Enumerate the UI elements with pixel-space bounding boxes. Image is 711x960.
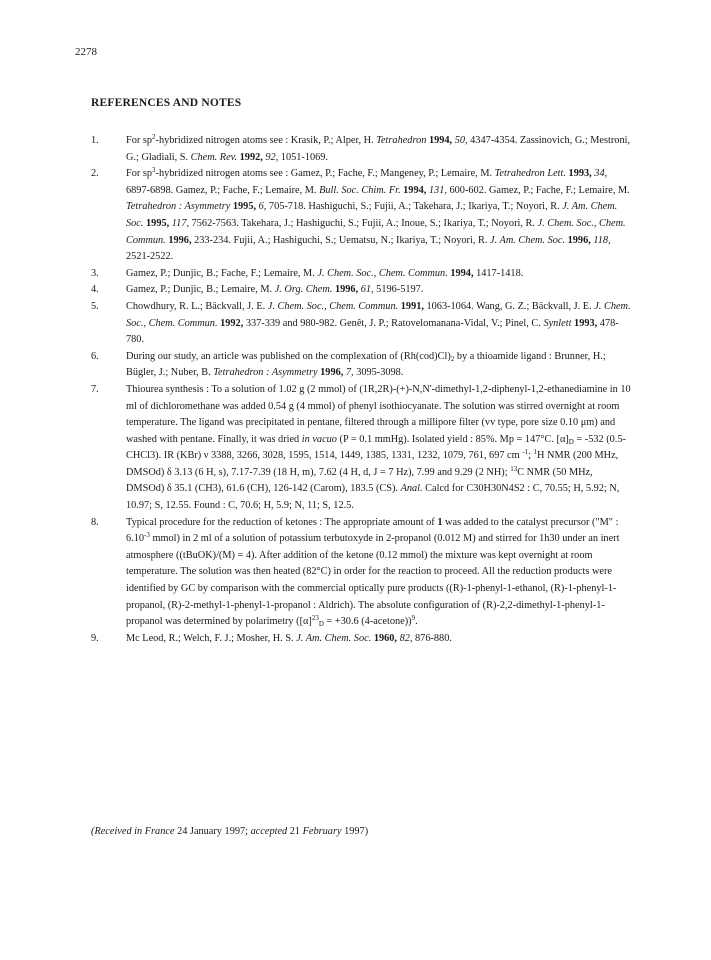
reference-number: 2. (91, 168, 99, 180)
paren-open: ( (91, 826, 95, 837)
reference-number: 7. (91, 383, 99, 395)
reference-text: For $sp^3$-hybridized nitrogen atoms see : Gamez, P.; Fache, F.; Mangeney, P.; Lemaire, M. Tetrahedron Lett. 1993, 34, 6897-6898. Gamez, P.; Fache, F.; Lemaire, M. Bull. Soc. Chim. Fr. 1994, 131, 600-602. Gamez, P.; Fache, F.; Lemaire, M. Tetrahedron : Asymmetry 1995, 6, 705-718. Hashiguchi, S.; Fujii, A.; Takehara, J.; Ikariya, T.; Noyori, R. J. Am. Chem. Soc. 1995, 117, 7562-7563. Takehara, J.; Hashiguchi, S.; Fujii, A.; Inoue, S.; Ikariya, T.; Noyori, R. J. Chem. Soc., Chem. Commun. 1996, 233-234. Fujii, A.; Hashiguchi, S.; Uematsu, N.; Ikariya, T.; Noyori, R. J. Am. Chem. Soc. 1996, 118, 2521-2522. (126, 166, 630, 263)
reference-item (91, 166, 631, 266)
reference-item (91, 282, 631, 299)
received-label: Received in France (94, 826, 175, 837)
reference-number: 9. (91, 632, 99, 644)
reference-number: 3. (91, 267, 99, 279)
accepted-year: 1997) (344, 826, 369, 837)
reference-text: During our study, an article was published on the complexation of $(Rh(cod)Cl)_2$ by a thioamide ligand : Brunner, H.; Bügler, J.; Nuber, B. Tetrahedron : Asymmetry 1996, 7, 3095-3098. (126, 350, 606, 379)
reference-item (91, 382, 631, 515)
reference-number: 4. (91, 284, 99, 296)
reference-number: 5. (91, 300, 99, 312)
reference-item (91, 266, 631, 283)
received-date: 24 January (177, 826, 222, 837)
page-number: 2278 (75, 46, 97, 58)
received-year: 1997; (224, 826, 249, 837)
reference-item (91, 349, 631, 382)
reference-item (91, 631, 631, 648)
reference-text: Gamez, P.; Dunjic, B.; Fache, F.; Lemaire, M. J. Chem. Soc., Chem. Commun. 1994, 1417-1418. (126, 267, 524, 279)
accepted-label: accepted (250, 826, 288, 837)
reference-item (91, 515, 631, 631)
reference-text: Typical procedure for the reduction of ketones : The appropriate amount of 1 was added to the catalyst precursor ("M" : $6.10^{-3}$ mmol) in 2 ml of a solution of potassium terbutoxyde in 2-propanol (0.012 M) and stirred for 1h30 under an inert atmosphere ((tBuOK)/(M) = 4). After addition of the ketone (0.12 mmol) the mixture was kept overnight at room temperature. The solution was then heated (82°C) in order for the reaction to proceed. All the reduction products were identified by GC by comparison with the commercial optically pure products ((R)-1-phenyl-1-ethanol, (R)-1-phenyl-1-propanol, (R)-2-methyl-1-phenyl-1-propanol : Aldrich). The absolute configuration of (R)-2,2-dimethyl-1-phenyl-1-propanol was determined by polarimetry ($[\alpha]^{23}_D = +30.6$ (4-acetone))$^9$. (126, 516, 620, 629)
reference-text: Chowdhury, R. L.; Bäckvall, J. E. J. Chem. Soc., Chem. Commun. 1991, 1063-1064. Wang, G. Z.; Bäckvall, J. E. J. Chem. Soc., Chem. Commun. 1992, 337-339 and 980-982. Genêt, J. P.; Ratovelomanana-Vidal, V.; Pinel, C. Synlett 1993, 478-780. (126, 300, 631, 346)
reference-item (91, 133, 631, 166)
reference-item (91, 299, 631, 349)
reference-number: 1. (91, 135, 99, 146)
accepted-day: 21 (289, 826, 301, 837)
reference-text: Mc Leod, R.; Welch, F. J.; Mosher, H. S. J. Am. Chem. Soc. 1960, 82, 876-880. (126, 632, 452, 644)
received-note (91, 826, 368, 837)
reference-number: 8. (91, 516, 99, 528)
reference-text: For $sp^2$-hybridized nitrogen atoms see : Krasik, P.; Alper, H. Tetrahedron 1994, 50, 4347-4354. Zassinovich, G.; Mestroni, G.; Gladiali, S. Chem. Rev. 1992, 92, 1051-1069. (126, 133, 631, 163)
reference-text: Thiourea synthesis : To a solution of 1.02 g (2 mmol) of (1R,2R)-(+)-N,N'-dimethyl-1,2-diphenyl-1,2-ethanediamine in 10 ml of dichloromethane was added 0.54 g (4 mmol) of phenyl isothiocyanate. The solution was stirred overnight at room temperature. The ligand was precipitated in pentane, filtered through a millipore filter (vv type, pore size 0.10 μm) and washed with pentane. Finally, it was dried in vacuo (P = 0.1 mmHg). Isolated yield : 85%. Mp = 147°C. $[\alpha]_D = -532$ (0.5-CHCl3). IR (KBr) ν 3388, 3266, 3028, 1595, 1514, 1449, 1385, 1331, 1232, 1079, 761, 697 cm $^{-1}$; $^1$H NMR (200 MHz, DMSOd) δ 3.13 (6 H, s), 7.17-7.39 (18 H, m), 7.62 (4 H, d, J = 7 Hz), 7.99 and 9.29 (2 NH); $^{13}$C NMR (50 MHz, DMSOd) δ 35.1 (CH3), 61.6 (CH), 126-142 (Carom), 183.5 (CS). Anal. Calcd for C30H30N4S2 : C, 70.55; H, 5.92; N, 10.97; S, 12.55. Found : C, 70.6; H, 5.9; N, 11; S, 12.5. (126, 383, 631, 512)
reference-text: Gamez, P.; Dunjic, B.; Lemaire, M. J. Org. Chem. 1996, 61, 5196-5197. (126, 284, 424, 296)
reference-list (91, 133, 631, 647)
reference-number: 6. (91, 350, 99, 362)
section-heading: REFERENCES AND NOTES (91, 97, 242, 109)
accepted-month: February (302, 826, 342, 837)
